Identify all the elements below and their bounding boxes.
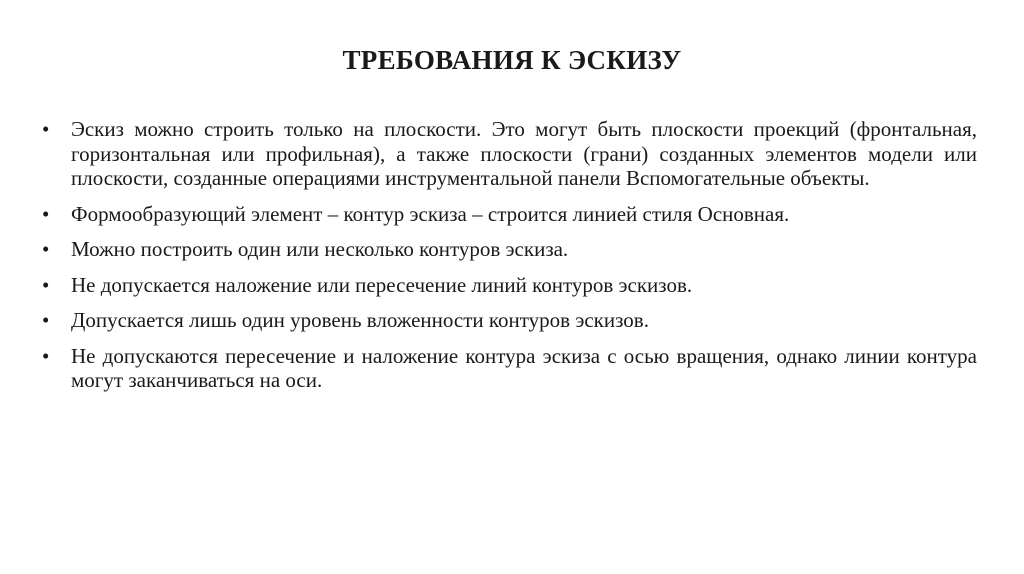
bullet-text: Допускается лишь один уровень вложенности контуров эскизов. (71, 308, 649, 332)
bullet-icon: • (42, 117, 50, 141)
slide-title: ТРЕБОВАНИЯ К ЭСКИЗУ (342, 45, 682, 75)
list-item (42, 344, 977, 393)
bullet-text: Эскиз можно строить только на плоскости. Это могут быть плоскости проекций (фронтальная, горизонтальная или профильная), а также плоскости (грани) созданных элементов модели или плоскости, созданные операциями инструментальной панели Вспомогательные объекты. (71, 117, 977, 190)
bullet-icon: • (42, 201, 50, 226)
bullet-text: Не допускается наложение или пересечение линий контуров эскизов. (71, 272, 693, 297)
bullet-icon: • (42, 237, 50, 261)
bullet-text: Не допускаются пересечение и наложение контура эскиза с осью вращения, однако линии контура могут заканчиваться на оси. (71, 343, 977, 392)
list-item (42, 202, 977, 227)
list-item (42, 273, 977, 298)
bullet-icon: • (42, 272, 50, 297)
bullet-text: Можно построить один или несколько контуров эскиза. (71, 237, 569, 261)
bullet-list (42, 117, 977, 404)
bullet-icon: • (42, 343, 50, 368)
list-item (42, 308, 977, 333)
list-item (42, 237, 977, 262)
list-item (42, 117, 977, 191)
bullet-icon: • (42, 308, 50, 332)
bullet-text: Формообразующий элемент – контур эскиза – строится линией стиля Основная. (71, 201, 790, 226)
